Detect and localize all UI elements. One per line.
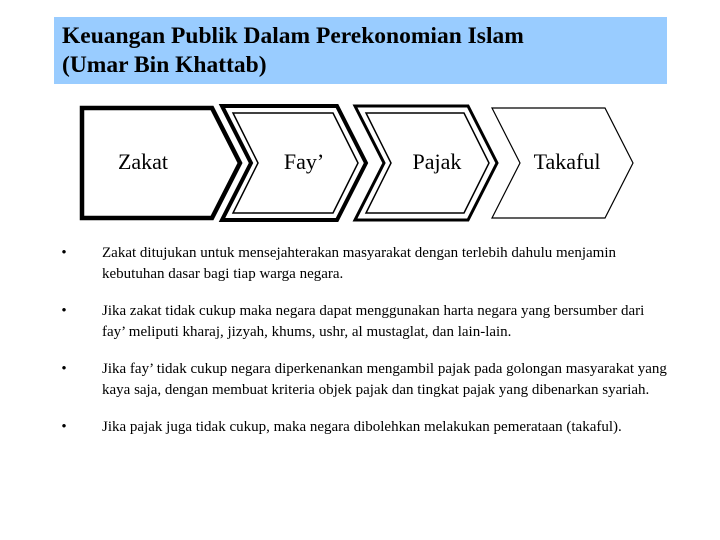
bullet-text: Jika pajak juga tidak cukup, maka negara dibolehkan melakukan pemerataan (takaful). <box>102 419 622 435</box>
bullet-text: Jika fay’ tidak cukup negara diperkenankan mengambil pajak pada golongan masyarakat yang kaya saja, dengan membuat kriteria objek pajak dan tingkat pajak yang dibenarkan syariah. <box>102 361 667 398</box>
bullet-marker: • <box>61 419 67 435</box>
flow-step-label: Pajak <box>412 149 462 174</box>
bullet-marker: • <box>61 361 67 377</box>
bullet-item <box>58 243 668 285</box>
flow-step-pajak <box>355 106 497 220</box>
process-flow <box>0 0 720 240</box>
bullet-text: Jika zakat tidak cukup maka negara dapat menggunakan harta negara yang bersumber dari fay’ meliputi kharaj, jizyah, khums, ushr, al mustaglat, dan lain-lain. <box>102 303 645 340</box>
title-line-2: (Umar Bin Khattab) <box>62 52 267 78</box>
flow-step-label: Fay’ <box>283 149 325 174</box>
title-line-1: Keuangan Publik Dalam Perekonomian Islam <box>62 23 524 49</box>
flow-step-label: Zakat <box>117 149 169 174</box>
bullet-item <box>58 359 668 401</box>
flow-step-fay <box>222 106 366 220</box>
flow-step-takaful <box>492 108 633 218</box>
bullet-marker: • <box>61 303 67 319</box>
bullet-item <box>58 301 668 343</box>
bullet-text: Zakat ditujukan untuk mensejahterakan masyarakat dengan terlebih dahulu menjamin kebutuhan dasar bagi tiap warga negara. <box>102 245 616 282</box>
flow-step-label: Takaful <box>533 149 601 174</box>
bullet-list <box>58 243 668 454</box>
bullet-item <box>58 417 668 438</box>
flow-step-zakat <box>82 108 240 218</box>
bullet-marker: • <box>61 245 67 261</box>
